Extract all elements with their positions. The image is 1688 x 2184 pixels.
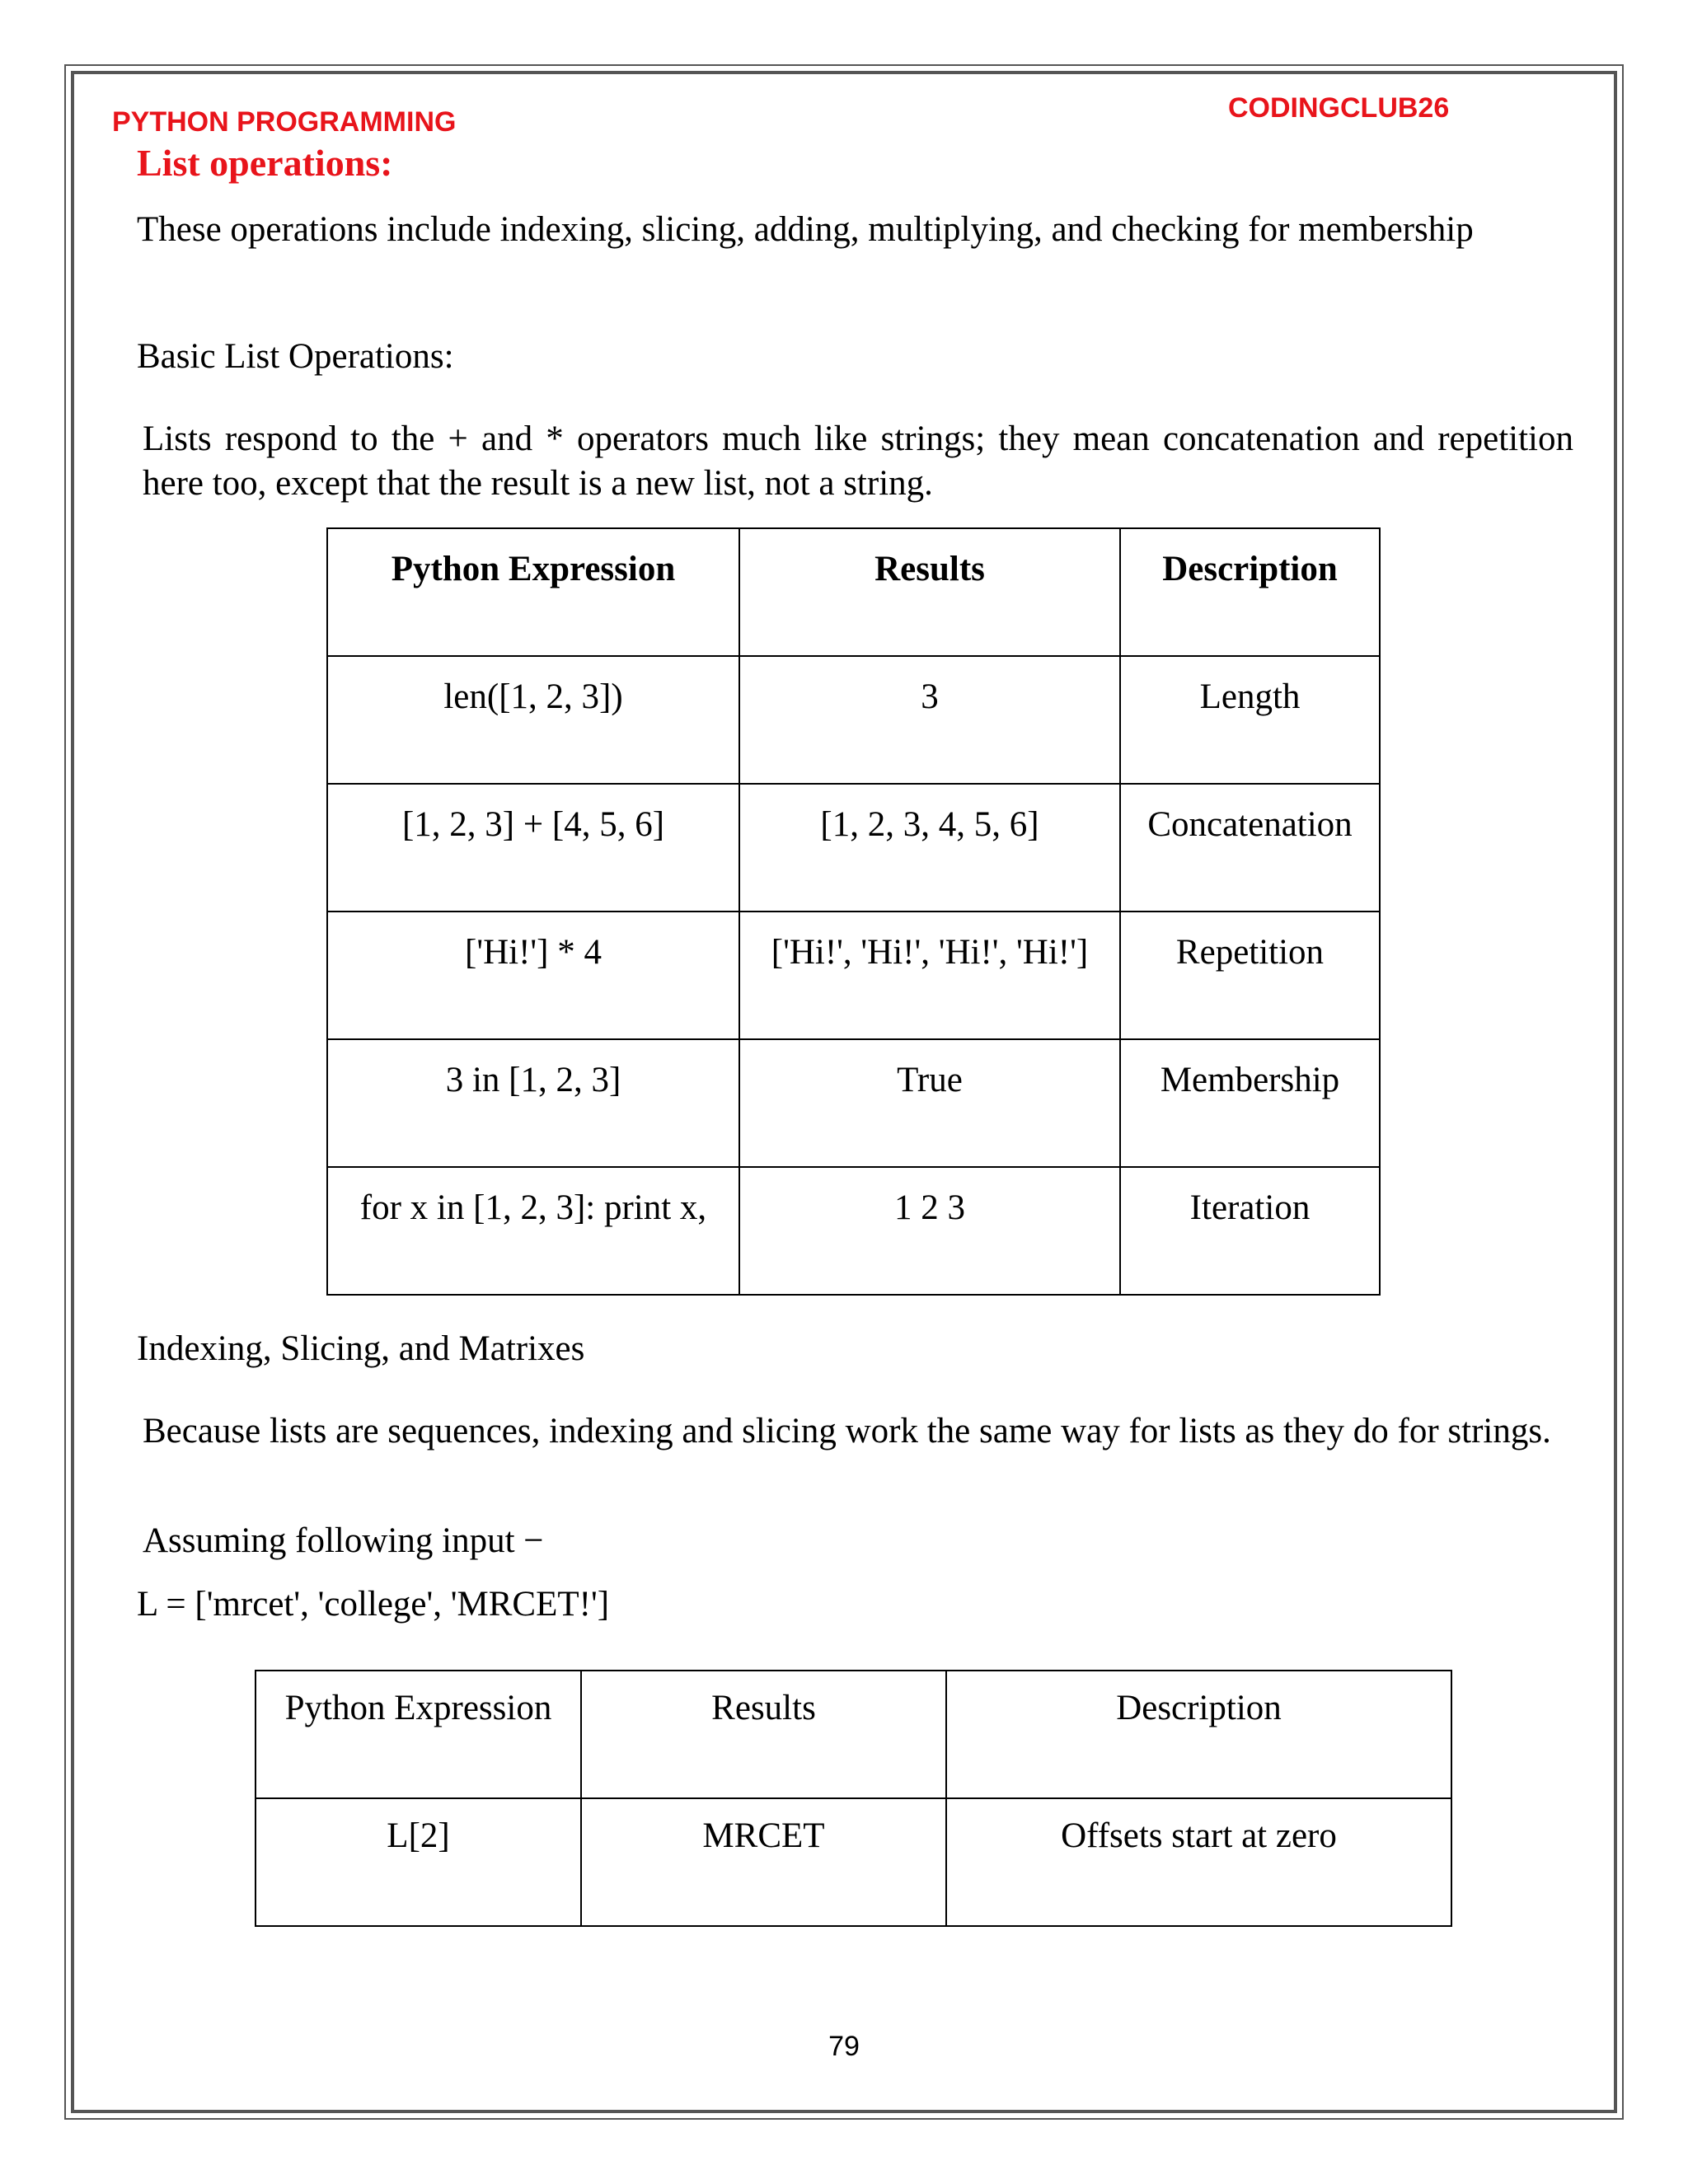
indexing-table xyxy=(255,1670,1452,1927)
intro-paragraph: These operations include indexing, slicing, adding, multiplying, and checking for membership xyxy=(137,210,1474,249)
indexing-paragraph: Because lists are sequences, indexing and slicing work the same way for lists as they do for strings. xyxy=(143,1412,1551,1451)
basic-operations-heading: Basic List Operations: xyxy=(137,337,454,376)
table-header-row xyxy=(256,1671,1451,1798)
table-cell: Length xyxy=(1120,656,1380,784)
column-header: Results xyxy=(739,528,1120,656)
table-row xyxy=(327,1167,1380,1295)
table-row xyxy=(327,656,1380,784)
table-cell: ['Hi!', 'Hi!', 'Hi!', 'Hi!'] xyxy=(739,912,1120,1039)
table-cell: Repetition xyxy=(1120,912,1380,1039)
column-header: Description xyxy=(1120,528,1380,656)
basic-operations-table xyxy=(326,527,1381,1296)
table-cell: 1 2 3 xyxy=(739,1167,1120,1295)
table-cell: Iteration xyxy=(1120,1167,1380,1295)
table-cell: for x in [1, 2, 3]: print x, xyxy=(327,1167,739,1295)
table-row xyxy=(327,912,1380,1039)
indexing-heading: Indexing, Slicing, and Matrixes xyxy=(137,1329,585,1368)
table-cell: [1, 2, 3] + [4, 5, 6] xyxy=(327,784,739,912)
header-right: CODINGCLUB26 xyxy=(1228,92,1450,124)
page-number: 79 xyxy=(828,2031,860,2062)
column-header: Results xyxy=(581,1671,946,1798)
table-cell: Membership xyxy=(1120,1039,1380,1167)
column-header: Description xyxy=(946,1671,1451,1798)
table-cell: True xyxy=(739,1039,1120,1167)
table-cell: MRCET xyxy=(581,1798,946,1926)
table-row xyxy=(327,784,1380,912)
table-row xyxy=(327,1039,1380,1167)
header-left: PYTHON PROGRAMMING xyxy=(112,106,457,138)
basic-operations-paragraph: Lists respond to the + and * operators much like strings; they mean concatenation and repetition here too, except that the result is a new list, not a string. xyxy=(143,419,1573,503)
table-cell: 3 in [1, 2, 3] xyxy=(327,1039,739,1167)
table-cell: Offsets start at zero xyxy=(946,1798,1451,1926)
table-cell: L[2] xyxy=(256,1798,581,1926)
table-cell: 3 xyxy=(739,656,1120,784)
table-cell: ['Hi!'] * 4 xyxy=(327,912,739,1039)
table-header-row xyxy=(327,528,1380,656)
column-header: Python Expression xyxy=(256,1671,581,1798)
assuming-line: Assuming following input − xyxy=(143,1521,544,1560)
section-title: List operations: xyxy=(137,142,393,184)
table-cell: Concatenation xyxy=(1120,784,1380,912)
list-assignment: L = ['mrcet', 'college', 'MRCET!'] xyxy=(137,1585,610,1624)
table-row xyxy=(256,1798,1451,1926)
column-header: Python Expression xyxy=(327,528,739,656)
table-cell: [1, 2, 3, 4, 5, 6] xyxy=(739,784,1120,912)
table-cell: len([1, 2, 3]) xyxy=(327,656,739,784)
